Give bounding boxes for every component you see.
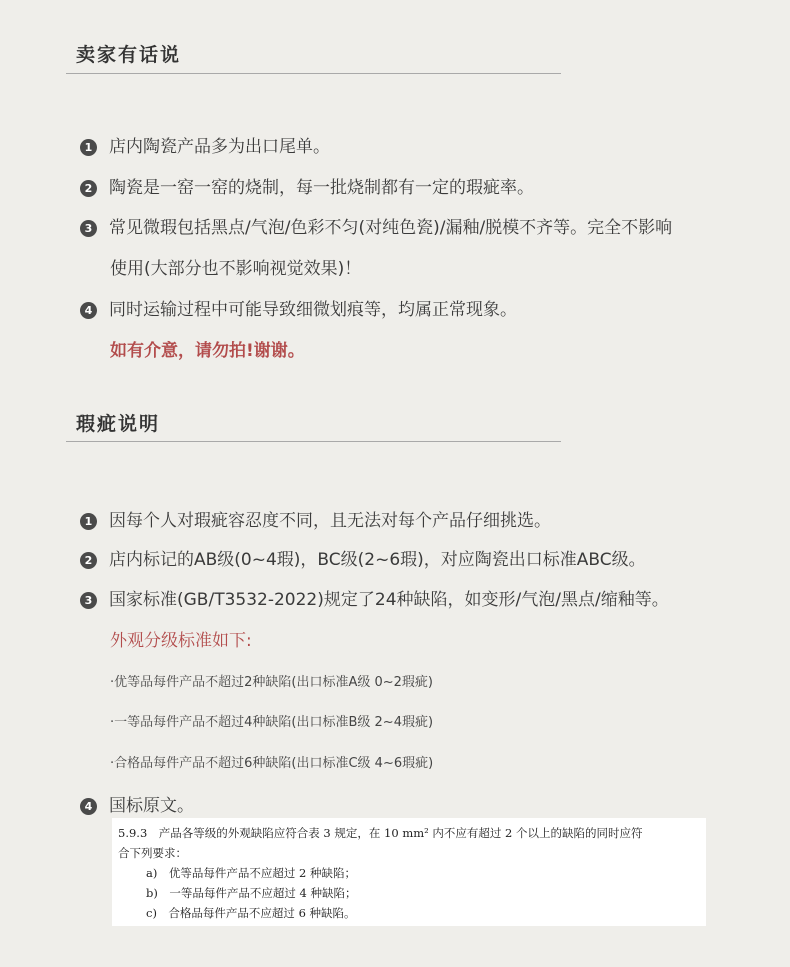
number-badge: 2: [80, 552, 97, 569]
list-item: [80, 295, 770, 320]
number-badge: 2: [80, 180, 97, 197]
list-item: [80, 585, 770, 610]
list-item-text: 陶瓷是一窑一窑的烧制，每一批烧制都有一定的瑕疵率。: [109, 178, 534, 198]
excerpt-line: 合下列要求：: [118, 846, 187, 860]
number-badge: 1: [80, 139, 97, 156]
number-badge: 1: [80, 513, 97, 530]
section-title-defects: 瑕疵说明: [76, 413, 161, 435]
excerpt-item: c) 合格品每件产品不应超过 6 种缺陷。: [146, 906, 356, 920]
list-item-continuation: 使用(大部分也不影响视觉效果)！: [110, 259, 362, 279]
list-item-text: 国标原文。: [109, 796, 194, 816]
grade-heading: 外观分级标准如下:: [110, 631, 252, 651]
number-badge: 4: [80, 798, 97, 815]
grade-line: ·一等品每件产品不超过4种缺陷(出口标准B级 2~4瑕疵): [110, 715, 434, 730]
list-item-text: 常见微瑕包括黑点/气泡/色彩不匀(对纯色瓷)/漏釉/脱模不齐等。完全不影响: [109, 218, 673, 238]
list-item-text: 因每个人对瑕疵容忍度不同，且无法对每个产品仔细挑选。: [109, 511, 551, 531]
standard-excerpt: [112, 818, 706, 926]
list-item-text: 国家标准(GB/T3532-2022)规定了24种缺陷，如变形/气泡/黑点/缩釉等。: [109, 590, 669, 610]
list-item: [80, 791, 770, 816]
list-item: [80, 545, 770, 570]
grade-line: ·合格品每件产品不超过6种缺陷(出口标准C级 4~6瑕疵): [110, 756, 434, 771]
list-item-text: 店内陶瓷产品多为出口尾单。: [109, 137, 330, 157]
excerpt-line: 5.9.3 产品各等级的外观缺陷应符合表 3 规定，在 10 mm² 内不应有超过 2 个以上的缺陷的同时应符: [118, 826, 643, 840]
list-item: [80, 173, 770, 198]
list-item: [80, 132, 770, 157]
list-item-text: 店内标记的AB级(0~4瑕)，BC级(2~6瑕)，对应陶瓷出口标准ABC级。: [109, 550, 646, 570]
grade-line: ·优等品每件产品不超过2种缺陷(出口标准A级 0~2瑕疵): [110, 675, 434, 690]
excerpt-item: b) 一等品每件产品不应超过 4 种缺陷；: [146, 886, 357, 900]
section-title-seller-notes: 卖家有话说: [76, 44, 182, 66]
section-divider: [66, 441, 561, 442]
notice-text: 如有介意，请勿拍!谢谢。: [110, 341, 305, 361]
list-item: [80, 213, 770, 238]
excerpt-item: a) 优等品每件产品不应超过 2 种缺陷；: [146, 866, 356, 880]
number-badge: 3: [80, 220, 97, 237]
section-divider: [66, 73, 561, 74]
list-item-text: 同时运输过程中可能导致细微划痕等，均属正常现象。: [109, 300, 517, 320]
number-badge: 3: [80, 592, 97, 609]
number-badge: 4: [80, 302, 97, 319]
list-item: [80, 506, 770, 531]
